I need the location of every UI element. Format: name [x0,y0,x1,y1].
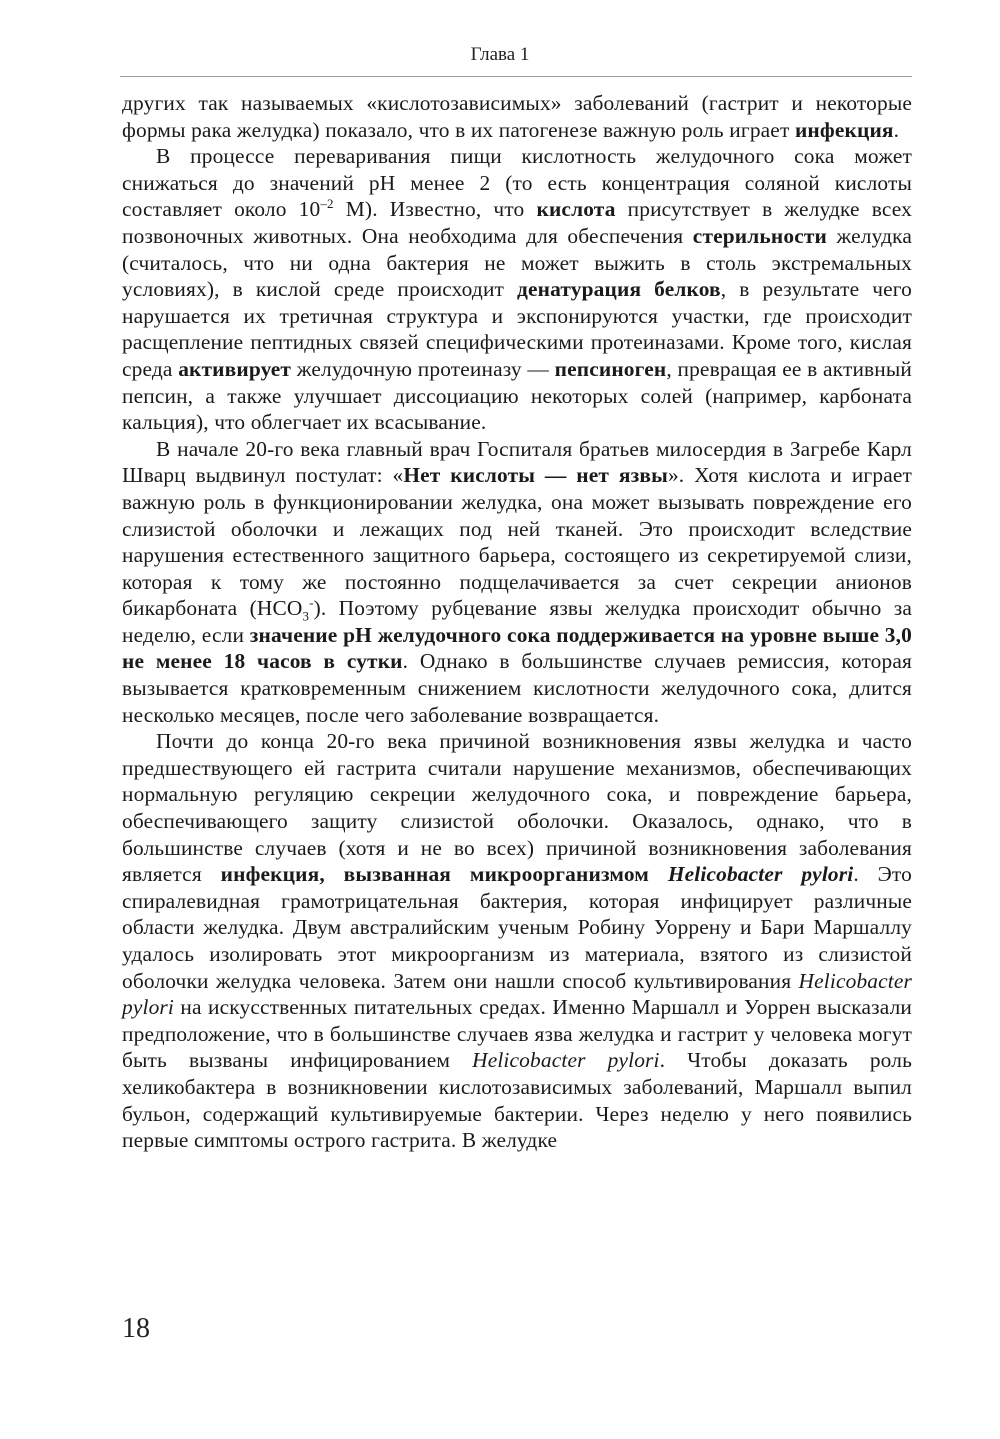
paragraph-2 [122,143,912,436]
species-name: Helicobacter pylori [122,968,912,1020]
bold-term: активирует [178,356,292,381]
text-run: . Чтобы доказать роль хеликобактера в возникновении кислотозависимых заболеваний, Маршалл выпил бульон, содержащий культивируемые бактерии. Через неделю у него появились первые симптомы острого гастрита. В желудке [122,1048,912,1153]
species-name: Helicobacter pylori [472,1048,660,1073]
text-run: , превращая ее в активный пепсин, а также улучшает диссоциацию некоторых солей (например, карбоната кальция), что облегчает их всасывание. [122,356,913,435]
text-run: других так называемых «кислотозависимых» заболеваний (гастрит и некоторые формы рака желудка) показало, что в их патогенезе важную роль играет [122,91,912,142]
paragraph-4 [122,728,912,1154]
text-run: В начале 20-го века главный врач Госпиталя братьев милосердия в Загребе Карл Шварц выдвинул постулат: « [122,436,912,488]
text-run: . Это спиралевидная грамотрицательная бактерия, которая инфицирует различные области желудка. Двум австралийским ученым Робину Уоррену и Бари Маршаллу удалось изолировать этот микроорганизм из материала, взятого из слизистой оболочки желудка человека. Затем они нашли способ культивирования [122,862,912,993]
bold-term: стерильности [692,223,827,248]
superscript: - [309,595,314,611]
text-run: на искусственных питательных средах. Именно Маршалл и Уоррен высказали предположение, что в большинстве случаев язва желудка и гастрит у человека могут быть вызваны инфицированием [122,995,912,1073]
text-run: . [893,117,900,142]
bold-term: инфекция [794,117,894,142]
superscript: –2 [320,196,334,212]
text-run: М). Известно, что [333,197,537,222]
text-run: . Однако в большинстве случаев ремиссия, которая вызывается кратковременным снижением кислотности желудочного сока, длится несколько месяцев, после чего заболевание возвращается. [122,649,912,727]
bold-term: инфекция, вызванная микроорганизмом [220,862,668,887]
text-run: присутствует в желудке всех позвоночных животных. Она необходима для обеспечения [122,197,913,248]
text-run: , в результате чего нарушается их третичная структура и экспонируются участки, где происходит расщепление пептидных связей специфическими протеиназами. Кроме того, кислая среда [122,277,912,381]
text-run: желудка (считалось, что ни одна бактерия не может выжить в столь экстремальных условиях), в кислой среде происходит [122,223,912,302]
bold-term: Нет кислоты — нет язвы [403,463,668,488]
page-body [122,90,912,1154]
text-run: В процессе переваривания пищи кислотность желудочного сока может снижаться до значений pH менее 2 (то есть концентрация соляной кислоты составляет около 10 [122,144,912,222]
running-header: Глава 1 [470,44,530,65]
bold-term: пепсиноген [554,356,667,381]
paragraph-1 [122,90,912,143]
subscript: 3 [302,608,310,624]
bold-term: денатурация белков [517,277,721,302]
bold-term: кислота [536,197,616,222]
text-run: ). Поэтому рубцевание язвы желудка происходит обычно за неделю, если [122,596,912,647]
paragraph-3 [122,436,912,729]
text-run: Почти до конца 20-го века причиной возникновения язвы желудка и часто предшествующего ей гастрита считали нарушение механизмов, обеспечивающих нормальную регуляцию секреции желудочного сока, и повреждение барьера, обеспечивающего защиту слизистой оболочки. Оказалось, однако, что в большинстве случаев (хотя и не во всех) причиной возникновения заболевания является [122,729,912,887]
bold-italic-term [668,862,853,886]
text-run: ». Хотя кислота и играет важную роль в функционировании желудка, она может вызывать повреждение его слизистой оболочки и лежащих под ней тканей. Это происходит вследствие нарушения естественного защитного барьера, состоящего из секретируемой слизи, которая к тому же постоянно подщелачивается за счет секреции анионов бикарбоната (HCO [122,463,912,621]
bold-term: значение pH желудочного сока поддерживается на уровне выше 3,0 не менее 18 часов в сутки [122,622,912,674]
species-name: Helicobacter pylori [667,862,854,887]
page-number: 18 [122,1313,150,1344]
text-run: желудочную протеиназу — [291,356,555,381]
header-rule [120,76,912,77]
